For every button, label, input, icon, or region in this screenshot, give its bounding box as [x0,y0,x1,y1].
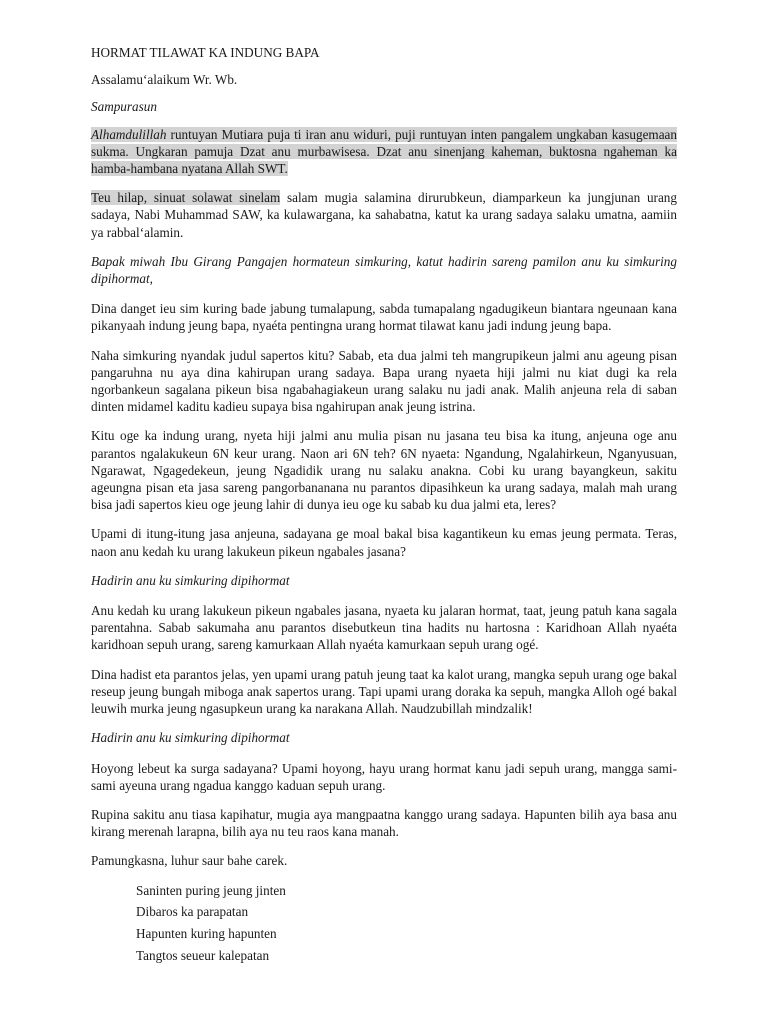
paragraph-closing: Rupina sakitu anu tiasa kapihatur, mugia aya mangpaatna kanggo urang sadaya. Hapunten bilih aya basa anu kirang merenah larapna, bilih aya nu teu raos kana manah. [91,806,677,840]
document-title: HORMAT TILAWAT KA INDUNG BAPA [91,45,320,60]
address-audience: Bapak miwah Ibu Girang Pangajen hormateun simkuring, katut hadirin sareng pamilon anu ku simkuring dipihormat, [91,253,677,287]
opening-greeting: Sampurasun [91,99,157,115]
paragraph-bapa: Naha simkuring nyandak judul sapertos kitu? Sabab, eta dua jalmi teh mangrupikeun jalmi anu ageung pisan pangaruhna nu aya dina kahirupan urang sadaya. Bapa urang nyaeta hiji jalmi nu kiat dugi ka rela ngorbankeun sagalana pikeun bisa ngabahagiakeun urang salaku nu jadi anak. Malih anjeuna rela di saban dinten midamel kaditu kadieu supaya bisa ngahirupan anak jeung istrina. [91,347,677,415]
address-hadirin: Hadirin anu ku simkuring dipihormat [91,572,290,588]
salam-greeting: Assalamu‘alaikum Wr. Wb. [91,72,238,88]
address-hadirin: Hadirin anu ku simkuring dipihormat [91,730,290,746]
paragraph-jasa: Upami di itung-itung jasa anjeuna, sadayana ge moal bakal bisa kagantikeun ku emas jeung permata. Teras, naon anu kedah ku urang lakukeun pikeun ngabales jasana? [91,526,677,559]
paragraph-intro: Dina danget ieu sim kuring bade jabung tumalapung, sabda tumapalang ngadugikeun biantara ngeunaan kana pikanyaah indung jeung bapa, nyaéta pentingna urang hormat tilawat kanu jadi indung jeung bapa. [91,301,677,334]
pantun-line: Dibaros ka parapatan [136,904,249,920]
pantun-line: Hapunten kuring hapunten [136,926,277,942]
pantun-line: Saninten puring jeung jinten [136,882,286,898]
paragraph-doraka: Dina hadist eta parantos jelas, yen upami urang patuh jeung taat ka kalot urang, mangka sepuh urang oge bakal reseup jeung bungah miboga anak sapertos urang. Tapi upami urang doraka ka sepuh, mangka Alloh ogé bakal leuwih murka jeung ngasupkeun urang ka narakana Allah. Naudzubillah mindzalik! [91,666,677,717]
paragraph-hadits: Anu kedah ku urang lakukeun pikeun ngabales jasana, nyaeta ku jalaran hormat, taat, jeung patuh kana sagala parentahna. Sabab sakumaha anu parantos disebutkeun tina hadits nu hartosna : Karidhoan Allah nyaéta karidhoan sepuh urang, sareng kamurkaan Allah nyaéta kamurkaan sepuh urang ogé. [91,603,677,653]
highlighted-text: Teu hilap, sinuat solawat sinelam [91,190,281,206]
paragraph-hamdalah [91,126,677,178]
highlighted-text: Alhamdulillah runtuyan Mutiara puja ti iran anu widuri, puji runtuyan inten pangalem ungkaban kasugemaan sukma. Ungkaran pamuja Dzat anu murbawisesa. Dzat anu sinenjang kaheman, buktosna ngaheman ka hamba-hambana nyatana Allah SWT. [91,126,677,177]
paragraph-indung: Kitu oge ka indung urang, nyeta hiji jalmi anu mulia pisan nu jasana teu bisa ka itung, anjeuna oge anu parantos ngalakukeun 6N keur urang. Naon ari 6N teh? 6N nyaeta: Ngandung, Ngalahirkeun, Nganyusuan, Ngarawat, Ngagedekeun, jeung Ngadidik urang nu salaku anakna. Cobi ku urang bayangkeun, sakitu ageungna pisan eta jasa sareng pangorbananana nu parantos dipasihkeun ka urang sadaya, malah mah urang bisa jadi sapertos kieu oge jeung lahir di dunya ieu oge ku sabab ku dua jalmi eta, leres? [91,428,677,513]
hamdalah-lead: Alhamdulillah [91,126,167,142]
pantun-line: Tangtos seueur kalepatan [136,948,270,964]
pantun-verse [136,882,677,965]
paragraph-surga: Hoyong lebeut ka surga sadayana? Upami hoyong, hayu urang hormat kanu jadi sepuh urang, mangga sami-sami ayeuna urang ngadua kanggo kaduan sepuh urang. [91,760,677,793]
paragraph-pamungkas: Pamungkasna, luhur saur bahe carek. [91,853,288,869]
paragraph-solawat: Teu hilap, sinuat solawat sinelam salam mugia salamina dirurubkeun, diamparkeun ka jungjunan urang sadaya, Nabi Muhammad SAW, ka kulawargana, ka sahabatna, katut ka urang sadaya salaku umatna, aamiin ya rabbal‘alamin. [91,190,677,240]
